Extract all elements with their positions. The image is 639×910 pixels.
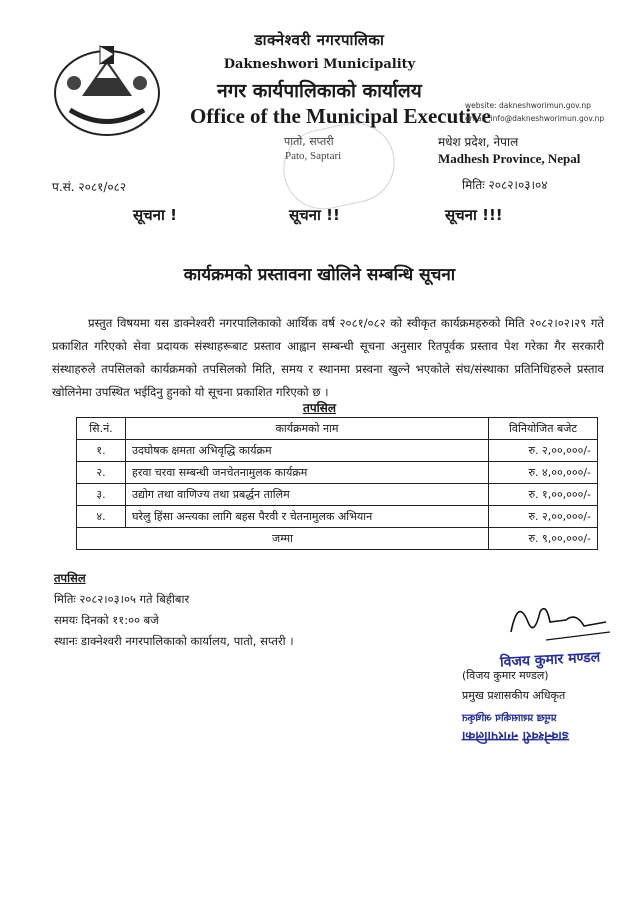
province-english: Madhesh Province, Nepal bbox=[438, 151, 581, 166]
notice-word: सूचना ! bbox=[133, 206, 177, 224]
row-serial: २. bbox=[77, 462, 126, 484]
notice-word: सूचना !! bbox=[289, 206, 340, 224]
row-serial: ४. bbox=[77, 506, 126, 528]
table-caption: तपसिल bbox=[302, 401, 336, 415]
table-row bbox=[77, 506, 598, 528]
total-amount: रु. ९,००,०००/- bbox=[489, 528, 598, 550]
row-budget: रु. १,००,०००/- bbox=[489, 484, 598, 506]
municipality-name-english: Dakneshwori Municipality bbox=[223, 57, 416, 72]
schedule-heading: तपसिल bbox=[54, 571, 86, 585]
faint-stamp bbox=[276, 115, 402, 217]
table-row bbox=[77, 462, 598, 484]
notice-body: प्रस्तुत विषयमा यस डाक्नेश्वरी नगरपालिकाको आर्थिक वर्ष २०८१/०८२ को स्वीकृत कार्यक्रमहरुको मिति २०८२।०२।२९ गते प्रकाशित गरिएको सेवा प्रदायक संस्थाहरूबाट प्रस्ताव आह्वान सम्बन्धी सूचना अनुसार रितपूर्वक प्रस्ताव पेश गरेका गैर सरकारी संस्थाहरुले तपसिलको कार्यक्रमको तपसिलको मिति, समय र स्थानमा प्रस्वना खुल्ने भएकोले संघ/संस्थाका प्रतिनिधिहरुले प्रस्ताव खोलिनेमा उपस्थित भईदिनु हुनको यो सूचना प्रकाशित गरिएको छ । bbox=[52, 316, 604, 399]
schedule-place: स्थानः डाक्नेश्वरी नगरपालिकाको कार्यालय, पातो, सप्तरी । bbox=[54, 634, 294, 648]
address-nepali: पातो, सप्तरी bbox=[284, 135, 334, 148]
reference-number: प.सं. २०८१/०८२ bbox=[52, 180, 127, 194]
row-budget: रु. २,००,०००/- bbox=[489, 506, 598, 528]
notice-title: कार्यक्रमको प्रस्तावना खोलिने सम्बन्धि सूचना bbox=[183, 265, 456, 285]
province-nepali: मधेश प्रदेश, नेपाल bbox=[438, 135, 519, 149]
officer-stamp-name: विजय कुमार मण्डल bbox=[499, 649, 601, 671]
office-stamp: डाक्नेश्वरी नगरपालिका bbox=[462, 728, 569, 743]
total-label: जम्मा bbox=[77, 528, 489, 550]
row-program-name: हरवा चरवा सम्बन्धी जनचेतनामुलक कार्यक्रम bbox=[126, 462, 489, 484]
table-row bbox=[77, 484, 598, 506]
officer-title: प्रमुख प्रशासकीय अधिकृत bbox=[462, 689, 566, 702]
address-english: Pato, Saptari bbox=[285, 150, 342, 162]
row-budget: रु. २,००,०००/- bbox=[489, 440, 598, 462]
program-table bbox=[76, 417, 598, 550]
header-budget: विनियोजित बजेट bbox=[489, 418, 598, 440]
table-total-row bbox=[77, 528, 598, 550]
officer-name: (विजय कुमार मण्डल) bbox=[462, 669, 549, 682]
handwritten-signature bbox=[506, 592, 616, 652]
table-header-row bbox=[77, 418, 598, 440]
letter-date: मितिः २०८२।०३।०४ bbox=[462, 178, 548, 192]
website-text: website: dakneshworimun.gov.np bbox=[465, 101, 591, 110]
row-program-name: उदघोषक क्षमता अभिवृद्धि कार्यक्रम bbox=[126, 440, 489, 462]
schedule-details bbox=[54, 568, 294, 652]
schedule-time: समयः दिनको ११:०० बजे bbox=[54, 613, 159, 627]
notice-word: सूचना !!! bbox=[445, 206, 503, 224]
officer-stamp-title: प्रमुख प्रशासकीय अधिकृत bbox=[462, 713, 557, 724]
table-row bbox=[77, 440, 598, 462]
office-name-nepali: नगर कार्यपालिकाको कार्यालय bbox=[217, 80, 422, 102]
header-program-name: कार्यक्रमको नाम bbox=[126, 418, 489, 440]
row-serial: १. bbox=[77, 440, 126, 462]
row-program-name: घरेलु हिंसा अन्त्यका लागि बहस पैरवी र चेतनामुलक अभियान bbox=[126, 506, 489, 528]
office-name-english: Office of the Municipal Executive bbox=[190, 104, 491, 128]
row-budget: रु. ४,००,०००/- bbox=[489, 462, 598, 484]
schedule-date: मितिः २०८२।०३।०५ गते बिहीबार bbox=[54, 592, 190, 606]
header-serial: सि.नं. bbox=[77, 418, 126, 440]
municipality-name-nepali: डाक्नेश्वरी नगरपालिका bbox=[254, 31, 385, 49]
row-program-name: उद्योग तथा वाणिज्य तथा प्रबर्द्धन तालिम bbox=[126, 484, 489, 506]
email-text: email :info@dakneshworimun.gov.np bbox=[465, 114, 605, 123]
row-serial: ३. bbox=[77, 484, 126, 506]
